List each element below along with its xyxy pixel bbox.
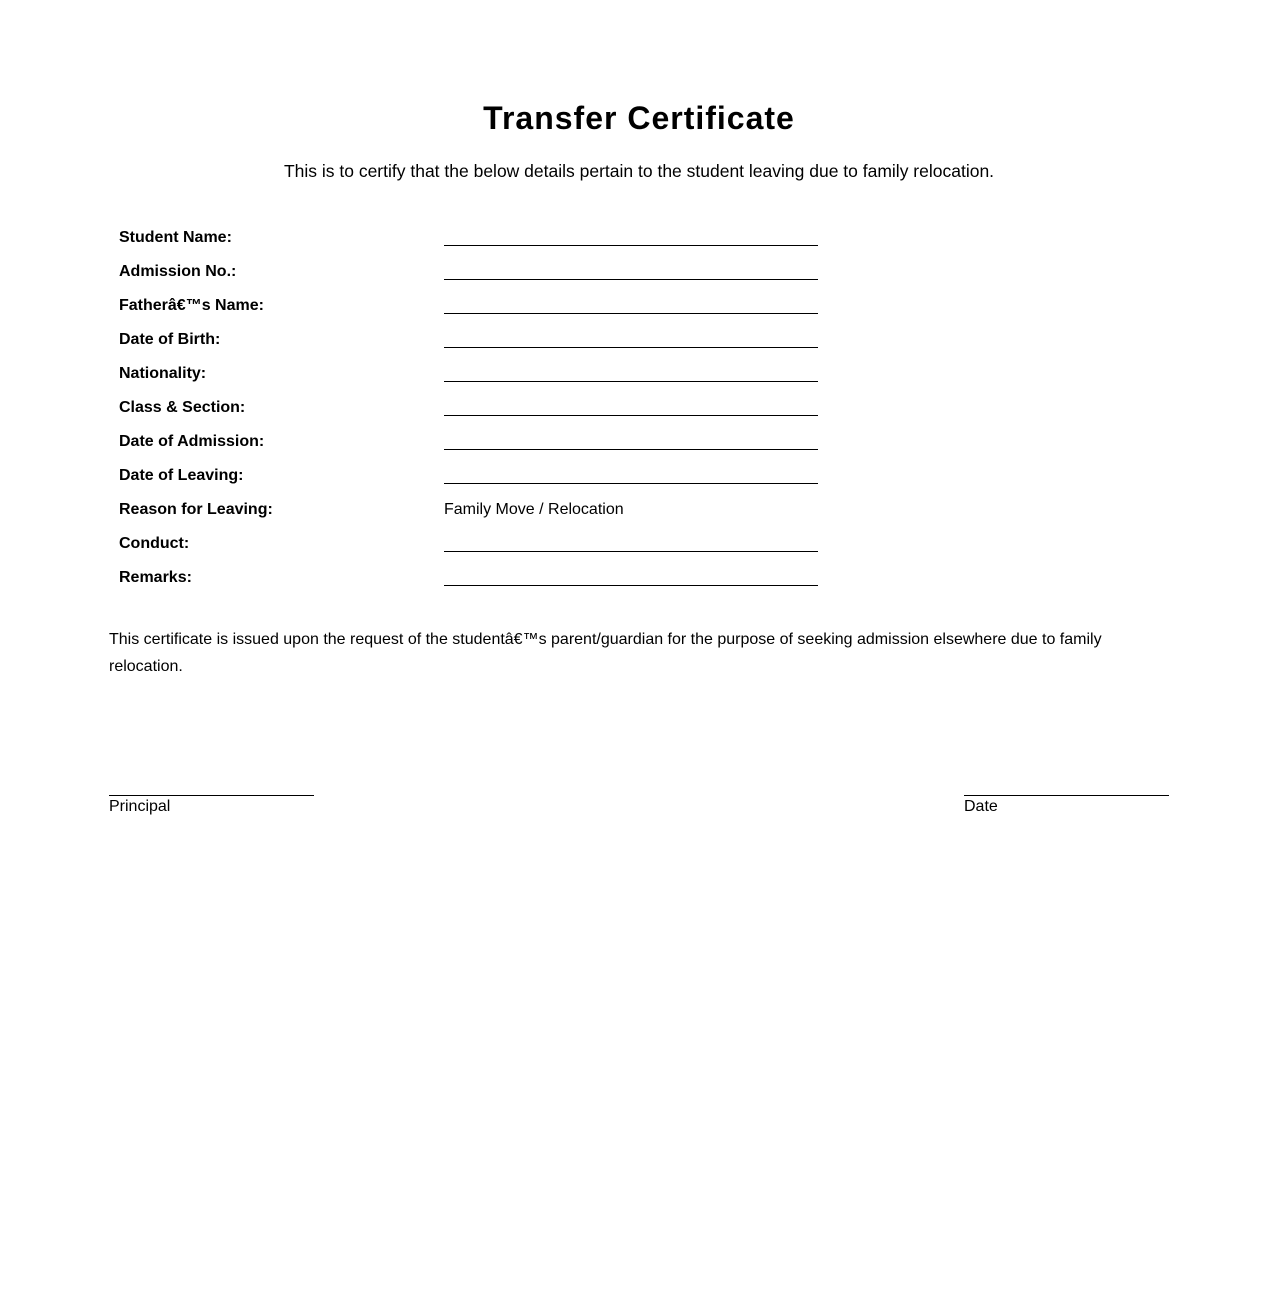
details-form bbox=[109, 222, 829, 596]
field-label: Reason for Leaving: bbox=[119, 501, 273, 518]
reason-for-leaving-value: Family Move / Relocation bbox=[444, 501, 624, 518]
principal-label: Principal bbox=[109, 798, 171, 815]
field-row-class-section bbox=[109, 392, 829, 426]
field-row-date-of-leaving bbox=[109, 460, 829, 494]
field-row-reason-for-leaving bbox=[109, 494, 829, 528]
field-label: Date of Birth: bbox=[119, 331, 221, 348]
date-signature-line bbox=[964, 795, 1169, 796]
field-row-nationality bbox=[109, 358, 829, 392]
field-row-student-name bbox=[109, 222, 829, 256]
field-row-fathers-name bbox=[109, 290, 829, 324]
field-label: Remarks: bbox=[119, 569, 192, 586]
certificate-statement: This certificate is issued upon the request of the studentâ€™s parent/guardian for the purpose of seeking admission elsewhere due to family relocation. bbox=[109, 631, 1102, 675]
date-label: Date bbox=[964, 798, 998, 815]
field-row-date-of-birth bbox=[109, 324, 829, 358]
principal-signature-block bbox=[109, 795, 314, 817]
fathers-name-blank bbox=[444, 313, 818, 314]
field-label: Date of Leaving: bbox=[119, 467, 244, 484]
field-label: Date of Admission: bbox=[119, 433, 265, 450]
field-label: Admission No.: bbox=[119, 263, 237, 280]
field-label: Class & Section: bbox=[119, 399, 246, 416]
date-signature-block bbox=[964, 795, 1169, 817]
date-of-birth-blank bbox=[444, 347, 818, 348]
field-label: Nationality: bbox=[119, 365, 207, 382]
class-section-blank bbox=[444, 415, 818, 416]
field-label: Fatherâ€™s Name: bbox=[119, 297, 264, 314]
student-name-blank bbox=[444, 245, 818, 246]
principal-signature-line bbox=[109, 795, 314, 796]
nationality-blank bbox=[444, 381, 818, 382]
field-label: Student Name: bbox=[119, 229, 232, 246]
field-row-conduct bbox=[109, 528, 829, 562]
admission-no-blank bbox=[444, 279, 818, 280]
date-of-admission-blank bbox=[444, 449, 818, 450]
certificate-subtitle: This is to certify that the below details pertain to the student leaving due to family relocation. bbox=[283, 161, 995, 181]
page-title: Transfer Certificate bbox=[483, 100, 795, 136]
remarks-blank bbox=[444, 585, 818, 586]
conduct-blank bbox=[444, 551, 818, 552]
field-row-date-of-admission bbox=[109, 426, 829, 460]
field-label: Conduct: bbox=[119, 535, 190, 552]
field-row-admission-no bbox=[109, 256, 829, 290]
date-of-leaving-blank bbox=[444, 483, 818, 484]
field-row-remarks bbox=[109, 562, 829, 596]
